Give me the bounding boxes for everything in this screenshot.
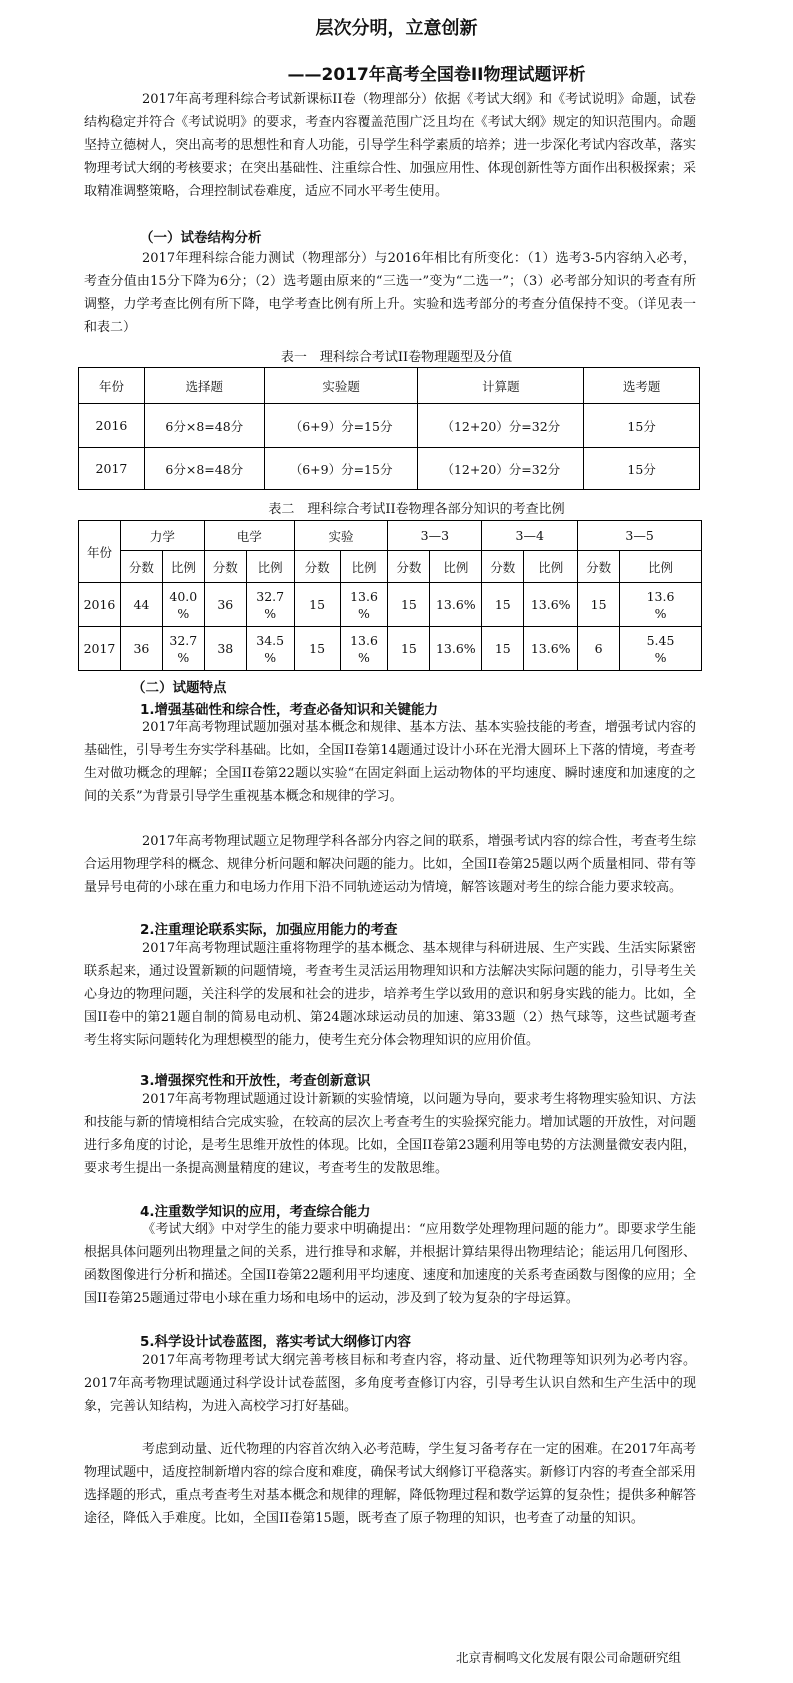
table1-cell: 6分×8=48分	[144, 404, 264, 448]
footer-organization: 北京青桐鸣文化发展有限公司命题研究组	[455, 1650, 681, 1665]
table2-score: 15	[388, 627, 430, 671]
table2-sub: 分数	[294, 551, 340, 583]
point2-heading: 2.注重理论联系实际，加强应用能力的考查	[140, 922, 398, 938]
table1-header: 选择题	[144, 368, 264, 404]
table2-ratio: 5.45 %	[620, 627, 702, 671]
table2-score: 6	[578, 627, 620, 671]
table2-score: 15	[294, 627, 340, 671]
table-row	[79, 448, 700, 490]
table2-score: 44	[120, 583, 162, 627]
table2-score: 15	[388, 583, 430, 627]
table2-sub: 比例	[162, 551, 204, 583]
table-row	[79, 583, 702, 627]
table2-sub: 比例	[246, 551, 294, 583]
point1-heading: 1.增强基础性和综合性，考查必备知识和关键能力	[140, 702, 439, 718]
table2-ratio: 34.5 %	[246, 627, 294, 671]
section1-text: 2017年理科综合能力测试（物理部分）与2016年相比有所变化：（1）选考3-5内容纳入必考，考查分值由15分下降为6分；（2）选考题由原来的“三选一”变为“二选一”；（3）必考部分知识的考查有所调整，力学考查比例有所下降，电学考查比例有所上升。实验和选考部分的考查分值保持不变。（详见表一和表二）	[84, 251, 696, 335]
section2-heading: （二）试题特点	[132, 680, 227, 696]
table1-cell: （6+9）分=15分	[264, 448, 418, 490]
table2-sub: 比例	[620, 551, 702, 583]
table2-ratio: 13.6%	[524, 583, 578, 627]
table2-score: 38	[204, 627, 246, 671]
table2-sub: 比例	[524, 551, 578, 583]
section1-heading: （一）试卷结构分析	[140, 230, 262, 246]
point1-paragraph: 2017年高考物理试题加强对基本概念和规律、基本方法、基本实验技能的考查，增强考试内容的基础性，引导考生夯实学科基础。比如，全国II卷第14题通过设计小环在光滑大圆环上下落的情境，考查考生对做功概念的理解；全国II卷第22题以实验“在固定斜面上运动物体的平均速度、瞬时速度和加速度的之间的关系”为背景引导学生重视基本概念和规律的学习。	[84, 720, 696, 804]
table2	[78, 520, 702, 671]
table2-score: 15	[482, 583, 524, 627]
table2-caption: 表二 理科综合考试II卷物理各部分知识的考查比例	[268, 502, 565, 517]
table-row	[79, 404, 700, 448]
page-title: 层次分明，立意创新	[315, 18, 478, 39]
table2-ratio: 13.6 %	[340, 583, 388, 627]
table2-score: 15	[294, 583, 340, 627]
table1	[78, 367, 700, 490]
table2-group: 3—4	[482, 521, 578, 551]
table2-score: 36	[204, 583, 246, 627]
table2-score: 36	[120, 627, 162, 671]
point4-heading: 4.注重数学知识的应用，考查综合能力	[140, 1204, 371, 1220]
table1-cell: 2017	[79, 448, 145, 490]
table2-sub: 分数	[204, 551, 246, 583]
point3-heading: 3.增强探究性和开放性，考查创新意识	[140, 1073, 371, 1089]
table2-group: 力学	[120, 521, 204, 551]
table2-group-row	[79, 521, 702, 551]
point5-heading: 5.科学设计试卷蓝图，落实考试大纲修订内容	[140, 1334, 412, 1350]
table1-header: 计算题	[418, 368, 584, 404]
point3-paragraph: 2017年高考物理试题通过设计新颖的实验情境，以问题为导向，要求考生将物理实验知识、方法和技能与新的情境相结合完成实验，在较高的层次上考查考生的实验探究能力。增加试题的开放性，对问题进行多角度的讨论，是考生思维开放性的体现。比如，全国II卷第23题利用等电势的方法测量微安表内阻，要求考生提出一条提高测量精度的建议，考查考生的发散思维。	[84, 1092, 696, 1176]
table2-ratio: 13.6 %	[620, 583, 702, 627]
table2-sub: 比例	[430, 551, 482, 583]
table1-cell: 6分×8=48分	[144, 448, 264, 490]
table1-cell: （12+20）分=32分	[418, 448, 584, 490]
table-row	[79, 627, 702, 671]
table2-year: 2016	[79, 583, 121, 627]
table1-cell: 15分	[584, 404, 700, 448]
table2-ratio: 40.0 %	[162, 583, 204, 627]
table2-year: 2017	[79, 627, 121, 671]
table2-group: 3—3	[388, 521, 482, 551]
intro-paragraph	[84, 88, 696, 203]
table2-ratio: 13.6%	[524, 627, 578, 671]
table2-sub: 分数	[578, 551, 620, 583]
table1-cell: （12+20）分=32分	[418, 404, 584, 448]
point1-paragraph: 2017年高考物理试题立足物理学科各部分内容之间的联系，增强考试内容的综合性，考查考生综合运用物理学科的概念、规律分析问题和解决问题的能力。比如，全国II卷第25题以两个质量相同、带有等量异号电荷的小球在重力和电场力作用下沿不同轨迹运动为情境，解答该题对考生的综合能力要求较高。	[84, 834, 696, 895]
intro-text: 2017年高考理科综合考试新课标II卷（物理部分）依据《考试大纲》和《考试说明》命题，试卷结构稳定并符合《考试说明》的要求，考查内容覆盖范围广泛且均在《考试大纲》规定的知识范围内。命题坚持立德树人，突出高考的思想性和育人功能，引导学生科学素质的培养；进一步深化考试内容改革，落实物理考试大纲的考核要求；在突出基础性、注重综合性、加强应用性、体现创新性等方面作出积极探索；采取精准调整策略，合理控制试卷难度，适应不同水平考生使用。	[84, 92, 696, 199]
point5-paragraph: 考虑到动量、近代物理的内容首次纳入必考范畴，学生复习备考存在一定的困难。在2017年高考物理试题中，适度控制新增内容的综合度和难度，确保考试大纲修订平稳落实。新修订内容的考查全部采用选择题的形式，重点考查考生对基本概念和规律的理解，降低物理过程和数学运算的复杂性；提供多种解答途径，降低入手难度。比如，全国II卷第15题，既考查了原子物理的知识，也考查了动量的知识。	[84, 1442, 696, 1526]
table2-score: 15	[578, 583, 620, 627]
table1-header: 实验题	[264, 368, 418, 404]
table2-sub: 分数	[120, 551, 162, 583]
table1-cell: （6+9）分=15分	[264, 404, 418, 448]
table1-header: 选考题	[584, 368, 700, 404]
point5-paragraph: 2017年高考物理考试大纲完善考核目标和考查内容，将动量、近代物理等知识列为必考内容。2017年高考物理试题通过科学设计试卷蓝图，多角度考查修订内容，引导考生认识自然和生产生活中的现象，完善认知结构，为进入高校学习打好基础。	[84, 1353, 696, 1414]
table2-year-header: 年份	[79, 521, 121, 583]
table1-cell: 2016	[79, 404, 145, 448]
point4-paragraph: 《考试大纲》中对学生的能力要求中明确提出：“应用数学处理物理问题的能力”。即要求学生能根据具体问题列出物理量之间的关系，进行推导和求解，并根据计算结果得出物理结论；能运用几何图形、函数图像进行分析和描述。全国II卷第22题利用平均速度、速度和加速度的关系考查函数与图像的应用；全国II卷第25题通过带电小球在重力场和电场中的运动，涉及到了较为复杂的字母运算。	[84, 1222, 696, 1306]
table2-sub: 分数	[482, 551, 524, 583]
table1-caption: 表一 理科综合考试II卷物理题型及分值	[280, 350, 513, 365]
table2-score: 15	[482, 627, 524, 671]
table2-sub: 比例	[340, 551, 388, 583]
point2-paragraph: 2017年高考物理试题注重将物理学的基本概念、基本规律与科研进展、生产实践、生活实际紧密联系起来，通过设置新颖的问题情境，考查考生灵活运用物理知识和方法解决实际问题的能力，引导考生关心身边的物理问题，关注科学的发展和社会的进步，培养考生学以致用的意识和躬身实践的能力。比如，全国II卷中的第21题自制的简易电动机、第24题冰球运动员的加速、第33题（2）热气球等，这些试题考查考生将实际问题转化为理想模型的能力，使考生充分体会物理知识的应用价值。	[84, 941, 696, 1048]
table2-ratio: 13.6%	[430, 583, 482, 627]
table2-sub-row	[79, 551, 702, 583]
table2-group: 实验	[294, 521, 388, 551]
table2-ratio: 13.6 %	[340, 627, 388, 671]
section1-paragraph	[84, 247, 696, 339]
table2-sub: 分数	[388, 551, 430, 583]
page-subtitle: ——2017年高考全国卷II物理试题评析	[287, 65, 586, 85]
table2-ratio: 13.6%	[430, 627, 482, 671]
table2-group: 电学	[204, 521, 294, 551]
table2-ratio: 32.7 %	[246, 583, 294, 627]
table1-header-row	[79, 368, 700, 404]
table2-ratio: 32.7 %	[162, 627, 204, 671]
table2-group: 3—5	[578, 521, 702, 551]
table1-cell: 15分	[584, 448, 700, 490]
table1-header: 年份	[79, 368, 145, 404]
